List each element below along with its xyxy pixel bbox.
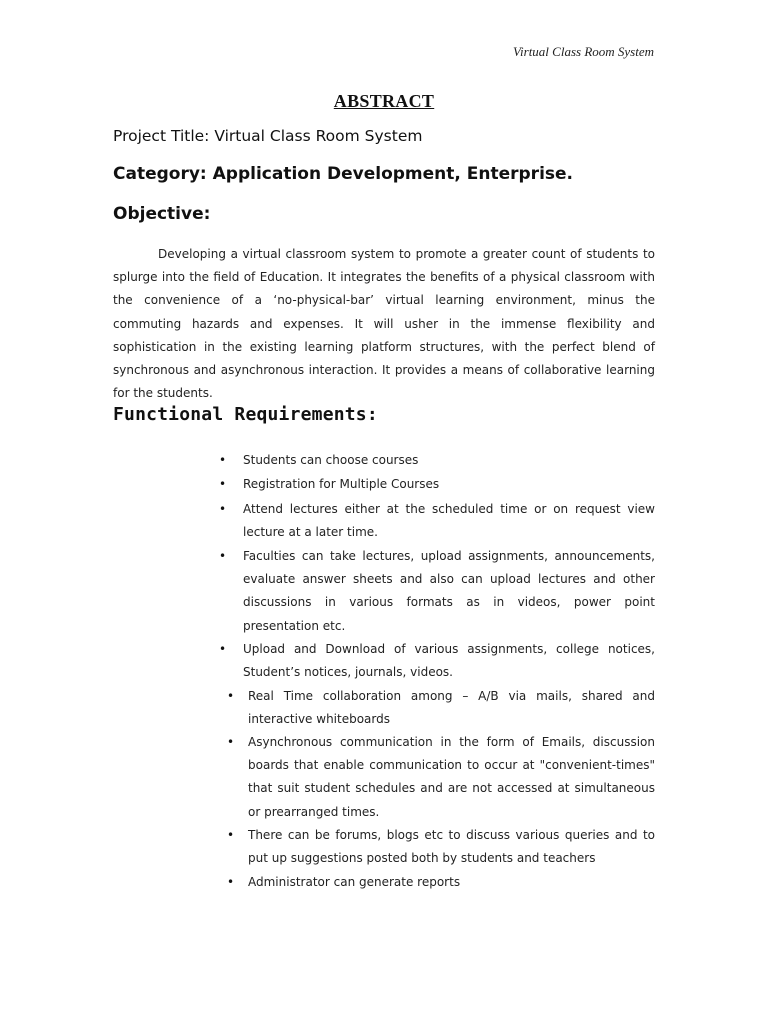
bullet-icon: • <box>219 549 227 563</box>
list-item-text: Administrator can generate reports <box>248 875 461 889</box>
list-item-text: Upload and Download of various assignments, college notices, Student’s notices, journals, videos. <box>243 642 655 680</box>
functional-requirements-heading: Functional Requirements: <box>113 404 378 425</box>
list-item <box>227 824 655 870</box>
category-heading: Category: Application Development, Enterprise. <box>113 164 574 184</box>
list-item <box>219 638 655 684</box>
bullet-icon: • <box>227 689 235 703</box>
bullet-icon: • <box>227 875 235 889</box>
bullet-icon: • <box>219 453 227 467</box>
list-item-text: Registration for Multiple Courses <box>243 477 440 491</box>
list-item <box>227 685 655 731</box>
list-item-text: Real Time collaboration among – A/B via mails, shared and interactive whiteboards <box>248 689 655 727</box>
project-title: Project Title: Virtual Class Room System <box>113 127 423 145</box>
abstract-title: ABSTRACT <box>333 91 435 111</box>
bullet-icon: • <box>227 735 235 749</box>
bullet-icon: • <box>219 642 227 656</box>
bullet-icon: • <box>219 477 227 491</box>
bullet-icon: • <box>227 828 235 842</box>
list-item <box>219 449 655 472</box>
bullet-icon: • <box>219 502 227 516</box>
list-item-text: Asynchronous communication in the form of Emails, discussion boards that enable communication to occur at "convenient-times" that suit student schedules and are not accessed at simultaneous or prearranged times. <box>248 735 655 819</box>
running-header: Virtual Class Room System <box>513 44 654 59</box>
list-item <box>219 545 655 638</box>
list-item <box>219 473 655 496</box>
list-item-text: Attend lectures either at the scheduled time or on request view lecture at a later time. <box>243 502 655 540</box>
objective-heading: Objective: <box>113 204 211 224</box>
list-item-text: There can be forums, blogs etc to discuss various queries and to put up suggestions posted both by students and teachers <box>248 828 655 866</box>
list-item-text: Faculties can take lectures, upload assignments, announcements, evaluate answer sheets and also can upload lectures and other discussions in various formats as in videos, power point presentation etc. <box>243 549 655 633</box>
list-item <box>227 871 655 894</box>
list-item <box>227 731 655 824</box>
list-item-text: Students can choose courses <box>243 453 419 467</box>
objective-paragraph: Developing a virtual classroom system to promote a greater count of students to splurge into the field of Education. It integrates the benefits of a physical classroom with the convenience of a ‘no-physical-bar’ virtual learning environment, minus the commuting hazards and expenses. It will usher in the immense flexibility and sophistication in the existing learning platform structures, with the perfect blend of synchronous and asynchronous interaction. It provides a means of collaborative learning for the students. <box>113 247 655 401</box>
list-item <box>219 498 655 544</box>
